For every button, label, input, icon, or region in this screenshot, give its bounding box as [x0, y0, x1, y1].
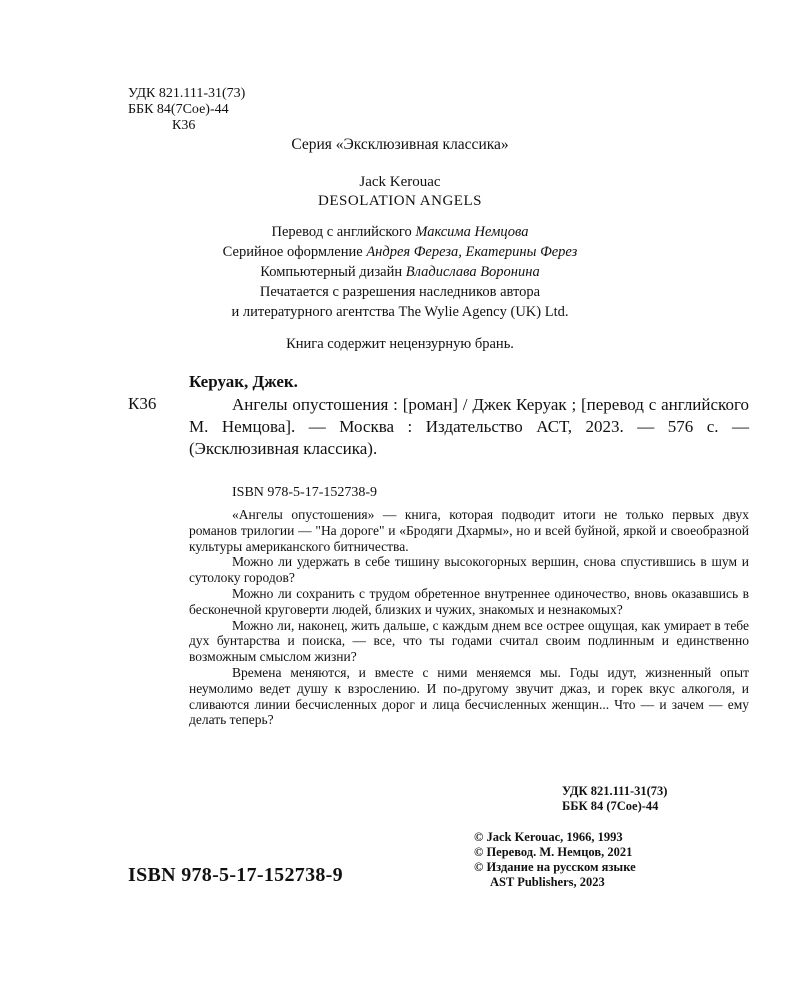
udk-code-bottom: УДК 821.111-31(73)	[562, 784, 668, 798]
annotation	[189, 507, 749, 728]
copyright-notices	[474, 830, 636, 890]
series-name: Серия «Эксклюзивная классика»	[291, 136, 509, 153]
annotation-paragraph: Можно ли, наконец, жить дальше, с каждым днем все острее ощущая, как умирает в тебе дух бунтарства и поиска, — все, что ты годами считал своим подлинным и единственно возможным смыслом жизни?	[189, 617, 749, 665]
credits-block	[0, 222, 800, 282]
annotation-paragraph: «Ангелы опустошения» — книга, которая подводит итоги не только первых двух романов трилогии — "На дороге" и «Бродяги Дхармы», но и всей буйной, яркой и своеобразной культуры американского битничества.	[189, 507, 749, 554]
isbn-bottom: ISBN 978-5-17-152738-9	[128, 864, 343, 886]
translation-credit: Перевод с английского Максима Немцова	[271, 224, 529, 240]
bbk-code: ББК 84(7Сое)-44	[128, 102, 229, 117]
classification-codes-top	[128, 86, 245, 134]
original-author: Jack Kerouac	[359, 174, 441, 190]
udk-code: УДК 821.111-31(73)	[128, 86, 246, 101]
annotation-paragraph: Можно ли удержать в себе тишину высокогорных вершин, снова спустившись в шум и сутолоку городов?	[189, 554, 749, 586]
permission-notice: Печатается с разрешения наследников автора и литературного агентства The Wylie Agency (UK) Ltd.	[231, 284, 569, 320]
computer-design-credit: Компьютерный дизайн Владислава Воронина	[260, 264, 540, 280]
annotation-paragraph: Времена меняются, и вместе с ними меняемся мы. Годы идут, жизненный опыт неумолимо ведет душу к взрослению. И по-другому звучит джаз, и горек вкус алкоголя, и сливаются линии бесчисленных дорог и лица бесчисленных женщин... Что — и зачем — ему делать теперь?	[189, 664, 749, 728]
copyright-line: © Издание на русском языке	[474, 860, 636, 874]
biblio-code: К36	[128, 394, 157, 413]
copyright-line: © Jack Kerouac, 1966, 1993	[474, 830, 623, 844]
biblio-description: Ангелы опустошения : [роман] / Джек Керуак ; [перевод с английского М. Немцова]. — Москва : Издательство АСТ, 2023. — 576 с. — (Эксклюзивная классика).	[189, 395, 749, 458]
copyright-line: © Перевод. М. Немцов, 2021	[474, 845, 633, 859]
biblio-author-heading: Керуак, Джек.	[189, 372, 298, 391]
bbk-code-bottom: ББК 84 (7Сое)-44	[562, 799, 659, 813]
series-design-credit: Серийное оформление Андрея Фереза, Екатерины Ферез	[222, 244, 578, 260]
copyright-line: AST Publishers, 2023	[490, 875, 605, 889]
content-warning: Книга содержит нецензурную брань.	[286, 336, 514, 352]
author-code: К36	[172, 118, 196, 133]
classification-codes-bottom	[562, 784, 667, 814]
original-title: DESOLATION ANGELS	[318, 193, 482, 209]
biblio-isbn: ISBN 978-5-17-152738-9	[232, 485, 378, 500]
annotation-paragraph: Можно ли сохранить с трудом обретенное внутреннее одиночество, вновь оказавшись в бесконечной круговерти людей, близких и чужих, знакомых и незнакомых?	[189, 585, 749, 617]
